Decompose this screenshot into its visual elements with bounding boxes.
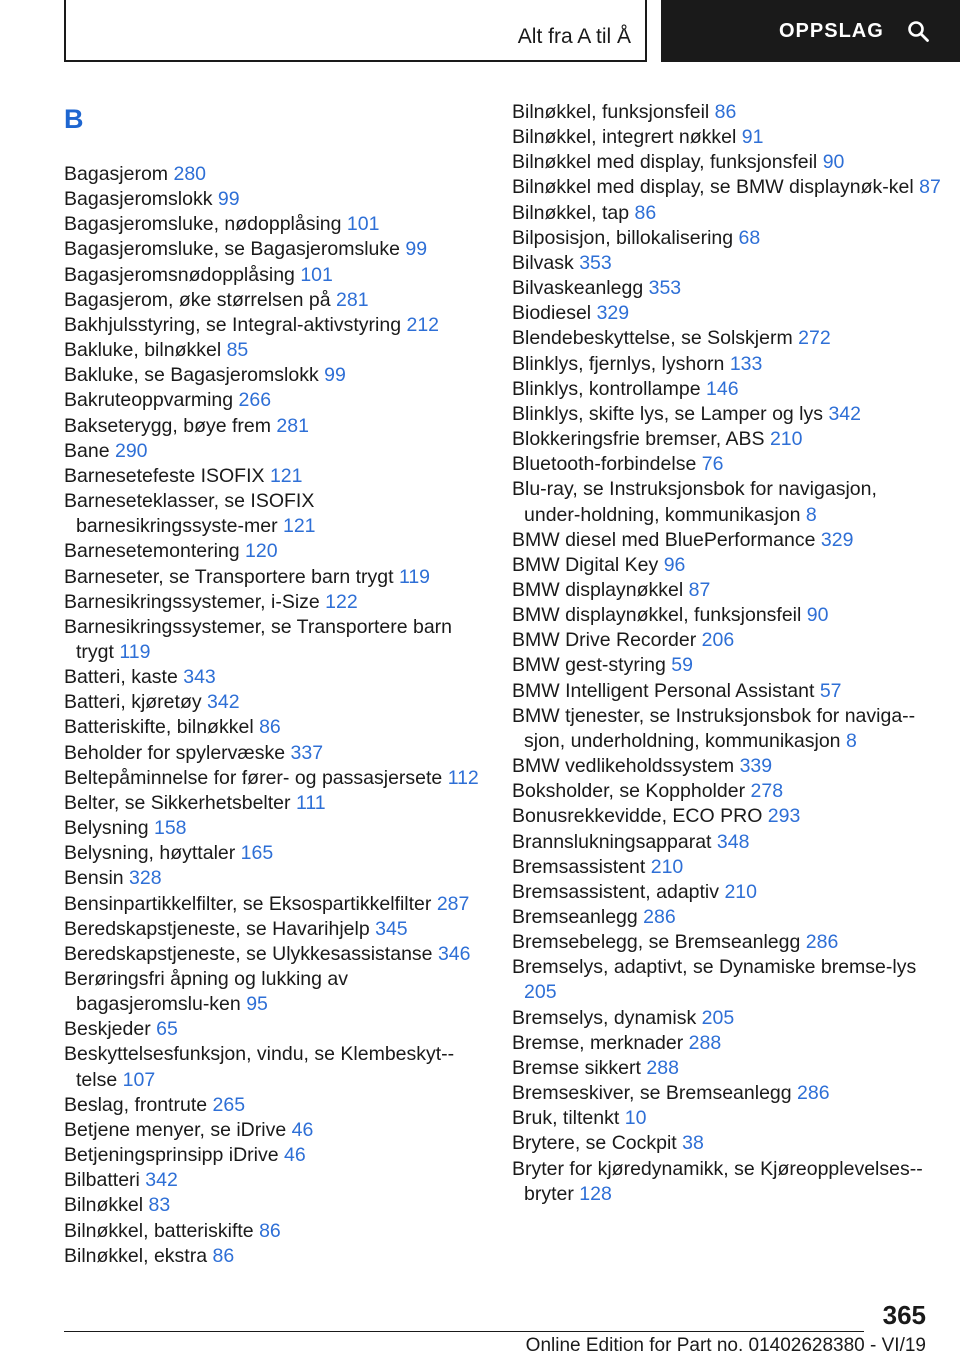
index-term: Belysning, høyttaler xyxy=(64,842,236,865)
page-number: 365 xyxy=(882,1300,926,1330)
index-entry xyxy=(64,967,484,1017)
chapter-title: Alt fra A til Å xyxy=(517,25,631,48)
index-page-link[interactable]: 8 xyxy=(805,503,817,526)
index-entry xyxy=(512,653,942,678)
index-term: Bagasjeromsluke, nødopplåsing xyxy=(64,213,342,236)
index-term: Beskyttelsesfunksjon, vindu, se Klembeskyt-telse xyxy=(64,1043,455,1091)
index-term: BMW displaynøkkel, funksjonsfeil xyxy=(512,604,802,627)
index-term: Bilnøkkel, funksjonsfeil xyxy=(512,101,710,123)
index-term: Bremsassistent, adaptiv xyxy=(512,880,720,903)
index-page-link[interactable]: 86 xyxy=(212,1244,235,1267)
index-term: BMW tjenester, se Instruksjonsbok for naviga-sjon, underholdning, kommunikasjon xyxy=(512,704,916,752)
index-term: Bilnøkkel, integrert nøkkel xyxy=(512,126,737,149)
index-entry xyxy=(64,439,484,464)
index-list-left xyxy=(64,162,484,1269)
index-term: Bremse sikkert xyxy=(512,1056,641,1079)
index-page-link[interactable]: 288 xyxy=(646,1056,679,1079)
oppslag-tab[interactable] xyxy=(661,0,960,62)
index-entry xyxy=(64,363,484,388)
index-page-link[interactable]: 210 xyxy=(724,880,757,903)
index-entry xyxy=(512,352,942,377)
index-page-link[interactable]: 87 xyxy=(688,578,711,601)
index-term: Bilnøkkel med display, funksjonsfeil xyxy=(512,151,818,174)
index-term: Barnesetefeste ISOFIX xyxy=(64,464,265,487)
index-page-link[interactable]: 158 xyxy=(153,817,187,840)
index-term: BMW diesel med BluePerformance xyxy=(512,528,816,551)
index-term: Blokkeringsfrie bremser, ABS xyxy=(512,428,765,451)
index-page-link[interactable]: 119 xyxy=(119,640,151,663)
index-page-link[interactable]: 121 xyxy=(282,515,316,538)
index-term: Bilnøkkel med display, se BMW displaynøk-kel xyxy=(512,176,914,199)
index-entry xyxy=(512,427,942,452)
index-entry xyxy=(64,866,484,891)
index-entry xyxy=(64,1017,484,1042)
index-page-link[interactable]: 286 xyxy=(805,931,839,954)
index-term: Bryter for kjøredynamikk, se Kjøreopplevelses-bryter xyxy=(512,1157,923,1205)
index-page-link[interactable]: 343 xyxy=(183,666,216,689)
index-entry xyxy=(64,414,484,439)
index-entry xyxy=(512,301,942,326)
index-term: Betjene menyer, se iDrive xyxy=(64,1118,287,1141)
index-page-link[interactable]: 122 xyxy=(325,590,358,613)
index-term: BMW vedlikeholdssystem xyxy=(512,755,735,778)
index-page-link[interactable]: 76 xyxy=(701,453,724,476)
index-entry xyxy=(512,880,942,905)
index-entry xyxy=(512,754,942,779)
index-column-left xyxy=(64,100,484,1269)
index-page-link[interactable]: 68 xyxy=(738,226,761,249)
index-term: Bilvask xyxy=(512,251,574,274)
index-term: Blinklys, kontrollampe xyxy=(512,377,701,400)
index-term: Bilbatteri xyxy=(64,1169,140,1192)
index-term: Bluetooth-forbindelse xyxy=(512,453,697,476)
index-page-link[interactable]: 90 xyxy=(806,604,829,627)
index-entry xyxy=(512,628,942,653)
index-page-link[interactable]: 146 xyxy=(706,377,739,400)
index-entry xyxy=(512,175,942,200)
index-page-link[interactable]: 46 xyxy=(291,1118,314,1141)
index-page-link[interactable]: 107 xyxy=(122,1068,156,1091)
index-term: Beslag, frontrute xyxy=(64,1093,208,1116)
index-page-link[interactable]: 120 xyxy=(245,540,278,563)
footer-divider xyxy=(64,1331,864,1332)
index-term: Bagasjeromslokk xyxy=(64,188,213,211)
oppslag-tab-label: OPPSLAG xyxy=(779,19,884,42)
index-entry xyxy=(512,150,942,175)
index-entry xyxy=(64,565,484,590)
index-entry xyxy=(512,201,942,226)
index-term: Brytere, se Cockpit xyxy=(512,1132,677,1155)
index-page-link[interactable]: 329 xyxy=(596,302,630,325)
index-term: Bilposisjon, billokalisering xyxy=(512,226,734,249)
index-term: Belter, se Sikkerhetsbelter xyxy=(64,791,291,814)
index-term: Bakluke, bilnøkkel xyxy=(64,339,222,362)
index-page-link[interactable]: 205 xyxy=(701,1006,735,1029)
index-entry xyxy=(64,615,484,665)
index-entry xyxy=(64,690,484,715)
index-entry xyxy=(512,704,942,754)
index-page-link[interactable]: 281 xyxy=(336,288,369,311)
index-page-link[interactable]: 210 xyxy=(769,428,803,451)
index-term: Beskjeder xyxy=(64,1018,151,1041)
index-term: Biodiesel xyxy=(512,302,592,325)
index-entry xyxy=(64,1118,484,1143)
footer-edition: Online Edition for Part no. 01402628380 - VI/19 xyxy=(525,1335,926,1356)
index-term: Bagasjerom xyxy=(64,163,169,185)
index-term: Beholder for spylervæske xyxy=(64,741,286,764)
index-entry xyxy=(64,917,484,942)
index-page-link[interactable]: 101 xyxy=(346,213,380,236)
index-page-link[interactable]: 272 xyxy=(798,327,831,350)
index-term: Berøringsfri åpning og lukking av bagasjeromslu-ken xyxy=(64,968,348,1016)
index-term: Barneseteklasser, se ISOFIX barnesikringssyste-mer xyxy=(64,490,315,538)
index-page-link[interactable]: 342 xyxy=(828,402,861,425)
index-entry xyxy=(512,528,942,553)
index-entry xyxy=(64,715,484,740)
index-entry xyxy=(64,942,484,967)
index-term: Betjeningsprinsipp iDrive xyxy=(64,1144,279,1167)
index-page-link[interactable]: 328 xyxy=(129,867,162,890)
index-page-link[interactable]: 96 xyxy=(663,553,686,576)
index-entry xyxy=(64,1244,484,1269)
index-entry xyxy=(64,1193,484,1218)
index-entry xyxy=(64,212,484,237)
index-term: Brannslukningsapparat xyxy=(512,830,712,853)
index-page-link[interactable]: 99 xyxy=(217,188,240,211)
index-term: Bonusrekkevidde, ECO PRO xyxy=(512,805,763,828)
index-term: Bremsassistent xyxy=(512,855,646,878)
index-column-right xyxy=(512,100,942,1207)
index-entry xyxy=(64,590,484,615)
index-term: Blinklys, skifte lys, se Lamper og lys xyxy=(512,402,824,425)
index-entry xyxy=(64,313,484,338)
index-page-link[interactable]: 339 xyxy=(739,755,773,778)
index-page-link[interactable]: 206 xyxy=(701,629,735,652)
index-page-link[interactable]: 348 xyxy=(716,830,750,853)
index-page-link[interactable]: 112 xyxy=(447,766,479,789)
index-term: Barnesetemontering xyxy=(64,540,240,563)
index-page-link[interactable]: 337 xyxy=(290,741,324,764)
chapter-header-box xyxy=(64,0,647,62)
index-page-link[interactable]: 90 xyxy=(822,151,845,174)
index-page-link[interactable]: 99 xyxy=(324,364,346,387)
index-page-link[interactable]: 38 xyxy=(682,1132,704,1155)
index-term: Barnesikringssystemer, i-Size xyxy=(64,590,320,613)
index-entry xyxy=(512,955,942,1005)
index-term: Bremselys, dynamisk xyxy=(512,1006,697,1029)
index-term: Batteriskifte, bilnøkkel xyxy=(64,716,254,739)
index-entry xyxy=(64,539,484,564)
index-term: Bilnøkkel, ekstra xyxy=(64,1244,208,1267)
index-entry xyxy=(64,1219,484,1244)
index-entry xyxy=(512,402,942,427)
index-page-link[interactable]: 280 xyxy=(173,163,207,185)
index-entry xyxy=(512,377,942,402)
index-term: Bremselys, adaptivt, se Dynamiske bremse-lys xyxy=(512,956,917,979)
index-term: Bremseskiver, se Bremseanlegg xyxy=(512,1082,792,1105)
index-page-link[interactable]: 95 xyxy=(246,993,268,1016)
index-page-link[interactable]: 59 xyxy=(671,654,693,677)
index-entry xyxy=(64,892,484,917)
index-page-link[interactable]: 210 xyxy=(650,855,684,878)
index-page-link[interactable]: 293 xyxy=(767,805,801,828)
index-term: Barneseter, se Transportere barn trygt xyxy=(64,565,394,588)
index-entry xyxy=(512,251,942,276)
index-page-link[interactable]: 86 xyxy=(259,716,281,739)
index-entry xyxy=(64,1168,484,1193)
index-entry xyxy=(64,388,484,413)
index-entry xyxy=(64,1042,484,1092)
index-term: Bakhjulsstyring, se Integral-aktivstyring xyxy=(64,313,402,336)
index-entry xyxy=(64,1093,484,1118)
index-entry xyxy=(512,930,942,955)
index-term: Beltepåminnelse for fører- og passasjersete xyxy=(64,766,443,789)
index-term: Bagasjeromsnødopplåsing xyxy=(64,263,295,286)
index-page-link[interactable]: 342 xyxy=(145,1169,178,1192)
index-page-link[interactable]: 83 xyxy=(148,1194,171,1217)
index-page-link[interactable]: 346 xyxy=(437,942,471,965)
index-entry xyxy=(512,1157,942,1207)
index-page-link[interactable]: 119 xyxy=(398,565,431,588)
index-term: Bakseterygg, bøye frem xyxy=(64,414,271,437)
index-entry xyxy=(64,263,484,288)
index-entry xyxy=(512,1031,942,1056)
index-page-link[interactable]: 111 xyxy=(295,791,326,814)
index-entry xyxy=(512,830,942,855)
index-entry xyxy=(512,125,942,150)
index-page-link[interactable]: 266 xyxy=(238,389,272,412)
index-page-link[interactable]: 345 xyxy=(375,917,408,940)
index-term: BMW Intelligent Personal Assistant xyxy=(512,679,815,702)
index-entry xyxy=(512,1006,942,1031)
index-term: BMW displaynøkkel xyxy=(512,578,684,601)
index-entry xyxy=(512,452,942,477)
index-entry xyxy=(64,1143,484,1168)
index-page-link[interactable]: 290 xyxy=(114,439,148,462)
index-page-link[interactable]: 329 xyxy=(820,528,854,551)
index-entry xyxy=(64,741,484,766)
index-entry xyxy=(64,237,484,262)
index-page-link[interactable]: 288 xyxy=(688,1031,722,1054)
index-term: Bremsebelegg, se Bremseanlegg xyxy=(512,931,801,954)
index-page-link[interactable]: 281 xyxy=(276,414,309,437)
index-term: Belysning xyxy=(64,817,149,840)
index-page-link[interactable]: 133 xyxy=(729,352,763,375)
index-term: Bagasjeromsluke, se Bagasjeromsluke xyxy=(64,238,400,261)
index-term: Bakruteoppvarming xyxy=(64,389,234,412)
index-term: Bilnøkkel xyxy=(64,1194,144,1217)
index-page-link[interactable]: 128 xyxy=(579,1182,612,1205)
index-term: Bremse, merknader xyxy=(512,1031,684,1054)
index-page-link[interactable]: 278 xyxy=(750,780,784,803)
index-page-link[interactable]: 286 xyxy=(643,906,676,928)
index-entry xyxy=(512,326,942,351)
index-entry xyxy=(64,791,484,816)
index-page-link[interactable]: 265 xyxy=(212,1093,246,1116)
index-term: Blinklys, fjernlys, lyshorn xyxy=(512,352,725,375)
index-page-link[interactable]: 99 xyxy=(405,238,428,261)
index-entry xyxy=(64,162,484,187)
index-entry xyxy=(512,779,942,804)
index-term: Bensin xyxy=(64,867,124,890)
index-entry xyxy=(512,905,942,930)
index-page-link[interactable]: 165 xyxy=(240,842,274,865)
index-page-link[interactable]: 87 xyxy=(919,176,941,199)
index-entry xyxy=(512,1056,942,1081)
index-page-link[interactable]: 10 xyxy=(624,1107,647,1130)
index-page-link[interactable]: 121 xyxy=(269,464,303,487)
index-page-link[interactable]: 353 xyxy=(579,251,612,274)
index-entry xyxy=(512,578,942,603)
index-page-link[interactable]: 86 xyxy=(259,1219,281,1242)
index-entry xyxy=(512,1131,942,1156)
index-page-link[interactable]: 86 xyxy=(714,101,737,123)
index-page-link[interactable]: 86 xyxy=(634,201,657,224)
index-entry xyxy=(64,841,484,866)
index-entry xyxy=(512,226,942,251)
index-entry xyxy=(64,187,484,212)
index-list-right xyxy=(512,100,942,1207)
index-page-link[interactable]: 8 xyxy=(845,729,857,752)
index-term: Batteri, kaste xyxy=(64,666,178,689)
index-term: Blu-ray, se Instruksjonsbok for navigasjon, under-holdning, kommunikasjon xyxy=(512,478,877,526)
index-page-link[interactable]: 212 xyxy=(406,313,440,336)
index-page-link[interactable]: 101 xyxy=(300,263,333,286)
index-entry xyxy=(64,665,484,690)
index-entry xyxy=(512,1081,942,1106)
index-entry xyxy=(64,288,484,313)
index-entry xyxy=(64,489,484,539)
index-term: Beredskapstjeneste, se Ulykkesassistanse xyxy=(64,942,433,965)
index-page-link[interactable]: 353 xyxy=(648,277,682,300)
index-entry xyxy=(64,816,484,841)
index-term: BMW Digital Key xyxy=(512,553,659,576)
index-entry xyxy=(512,276,942,301)
index-page-link[interactable]: 91 xyxy=(741,126,764,149)
index-page-link[interactable]: 85 xyxy=(226,339,249,362)
index-term: Bane xyxy=(64,439,110,462)
index-term: Bilvaskeanlegg xyxy=(512,277,644,300)
index-term: Batteri, kjøretøy xyxy=(64,691,202,714)
search-icon[interactable] xyxy=(906,19,930,43)
index-entry xyxy=(64,766,484,791)
index-entry xyxy=(64,338,484,363)
index-page-link[interactable]: 46 xyxy=(284,1144,306,1167)
index-page-link[interactable]: 287 xyxy=(436,892,470,915)
index-section-letter: B xyxy=(64,104,84,134)
index-entry xyxy=(512,1106,942,1131)
index-entry xyxy=(512,477,942,527)
index-term: Bakluke, se Bagasjeromslokk xyxy=(64,364,319,387)
index-term: Boksholder, se Koppholder xyxy=(512,780,746,803)
index-page-link[interactable]: 57 xyxy=(819,679,842,702)
index-term: Bruk, tiltenkt xyxy=(512,1107,620,1130)
index-term: BMW Drive Recorder xyxy=(512,629,697,652)
index-entry xyxy=(64,464,484,489)
index-entry xyxy=(512,804,942,829)
index-term: Bilnøkkel, batteriskifte xyxy=(64,1219,254,1242)
index-term: Bremseanlegg xyxy=(512,906,638,928)
index-term: Blendebeskyttelse, se Solskjerm xyxy=(512,327,793,350)
index-term: Bilnøkkel, tap xyxy=(512,201,630,224)
index-page-link[interactable]: 286 xyxy=(797,1082,830,1105)
index-term: BMW gest-styring xyxy=(512,654,666,677)
index-entry xyxy=(512,855,942,880)
index-entry xyxy=(512,100,942,125)
index-term: Bensinpartikkelfilter, se Eksospartikkelfilter xyxy=(64,892,432,915)
index-term: Beredskapstjeneste, se Havarihjelp xyxy=(64,917,370,940)
index-page-link[interactable]: 65 xyxy=(156,1018,178,1041)
index-term: Bagasjerom, øke størrelsen på xyxy=(64,288,331,311)
index-entry xyxy=(512,679,942,704)
index-page-link[interactable]: 342 xyxy=(207,691,240,714)
index-entry xyxy=(512,553,942,578)
index-entry xyxy=(512,603,942,628)
index-term: Barnesikringssystemer, se Transportere barn trygt xyxy=(64,615,453,663)
index-page-link[interactable]: 205 xyxy=(524,981,557,1004)
